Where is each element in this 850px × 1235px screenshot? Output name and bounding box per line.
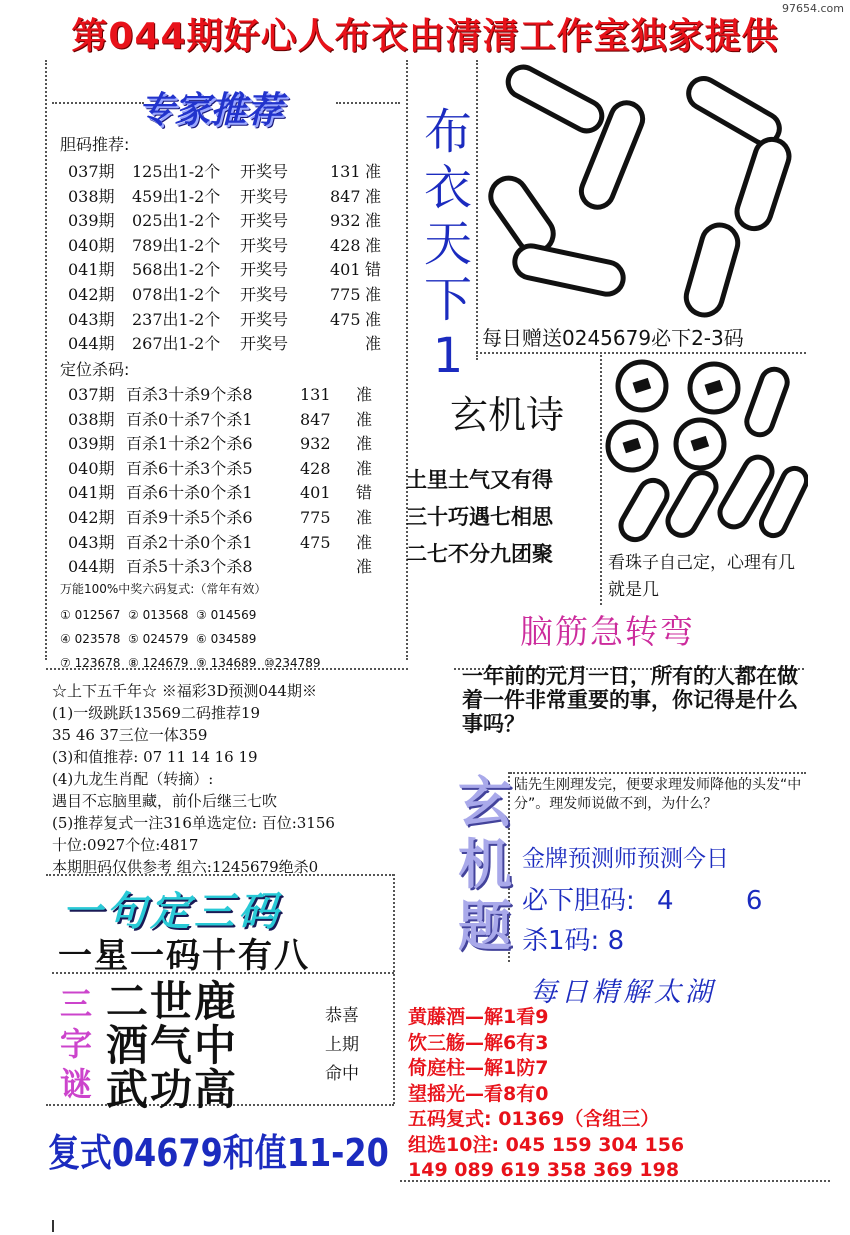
- kill-period: 043期: [68, 532, 115, 552]
- dan-draw: 401: [330, 260, 361, 280]
- congrats-line: 恭喜: [325, 1006, 359, 1026]
- wanneng-combos: [60, 580, 400, 675]
- buyi-char: 下: [423, 272, 472, 328]
- dan-pick: 125出1-2个: [132, 162, 221, 181]
- dan-draw: 932: [330, 211, 361, 231]
- dan-result: 准: [365, 211, 382, 231]
- buyi-char: 1: [432, 328, 464, 384]
- divider: [476, 352, 806, 354]
- forecast-block: [52, 680, 412, 878]
- kill-period: 039期: [68, 434, 115, 454]
- dan-draw: 428: [330, 235, 361, 255]
- forecast-line: 遇目不忘脑里藏，前仆后继三七吹: [52, 792, 278, 810]
- divider: [510, 772, 806, 774]
- dan-row: [68, 283, 398, 308]
- combo-item: ① 012567: [60, 608, 121, 622]
- kill-period: 042期: [68, 507, 115, 527]
- daily-gift-line: 每日赠送0245679必下2-3码: [482, 326, 744, 350]
- forecast-line: 本期胆码仅供参考 组六:1245679绝杀0: [52, 858, 319, 876]
- dan-period: 037期: [68, 162, 115, 181]
- kill-result: 准: [356, 409, 373, 429]
- riddle-big-line: 武功高: [106, 1065, 239, 1114]
- forecast-line: (4)九龙生肖配（转摘）:: [52, 770, 214, 788]
- divider: [476, 60, 478, 360]
- kill-result: 准: [356, 385, 373, 404]
- dan-label: 开奖号: [240, 235, 289, 255]
- dan-result: 准: [365, 162, 382, 181]
- riddle-big-line: 二世鹿: [106, 977, 239, 1026]
- must-dan-a: 4: [657, 886, 674, 916]
- buyi-char: 衣: [423, 160, 472, 216]
- combo-item: ③ 014569: [196, 608, 257, 622]
- taihu-line: 饮三觞—解6有3: [408, 1031, 549, 1054]
- kill-row: [68, 457, 398, 482]
- taihu-line: 望摇光—看8有0: [408, 1082, 549, 1105]
- kill-result: 准: [356, 532, 373, 552]
- dan-period: 042期: [68, 284, 115, 304]
- taihu-line: 五码复式: 01369（含组三）: [408, 1108, 660, 1130]
- congrats-line: 上期: [325, 1035, 359, 1055]
- dan-draw: 847: [330, 186, 361, 206]
- dan-row: [68, 308, 398, 333]
- dan-pick: 078出1-2个: [132, 284, 221, 304]
- poem-line: 三十巧遇七相思: [406, 505, 553, 529]
- dan-pick: 789出1-2个: [132, 235, 221, 255]
- dan-label: 开奖号: [240, 309, 289, 329]
- kill-row: [68, 383, 398, 408]
- kill-row: [68, 531, 398, 556]
- kill-draw: 932: [300, 434, 331, 454]
- dan-row: [68, 185, 398, 210]
- coins-beads-art: [604, 358, 808, 548]
- combo-item: ② 013568: [128, 608, 189, 622]
- buyi-char: 天: [423, 216, 472, 272]
- bead-note: 看珠子自己定，心理有几就是几: [608, 553, 795, 600]
- must-dan-line: [522, 880, 762, 917]
- kill-draw: 428: [300, 458, 331, 478]
- riddle-title: 脑筋急转弯: [520, 612, 695, 651]
- three-char: 字: [59, 1025, 92, 1063]
- dan-draw: 475: [330, 309, 361, 329]
- combo-row: [60, 603, 400, 627]
- combo-item: ④ 023578: [60, 632, 121, 646]
- xuanji-vertical-title: [458, 771, 512, 958]
- taihu-line: 组选10注: 045 159 304 156: [408, 1133, 685, 1156]
- kill-draw: 775: [300, 507, 331, 527]
- kill-pick: 百杀9十杀5个杀6: [126, 507, 253, 527]
- kill-section-label: 定位杀码:: [60, 360, 130, 379]
- dan-section-label: 胆码推荐:: [60, 135, 130, 154]
- site-watermark: 97654.com: [782, 2, 844, 15]
- divider: [52, 102, 144, 104]
- kill-table: [68, 383, 398, 580]
- dan-label: 开奖号: [240, 284, 289, 304]
- kill-pick: 百杀0十杀7个杀1: [126, 409, 253, 429]
- dan-period: 038期: [68, 186, 115, 206]
- kill-draw: 847: [300, 409, 331, 429]
- combo-item: ⑨ 134689: [196, 656, 257, 670]
- kill-period: 041期: [68, 483, 115, 503]
- dan-period: 041期: [68, 260, 115, 280]
- must-dan-b: 6: [745, 886, 763, 916]
- congrats-note: [322, 1002, 362, 1089]
- kill-result: 准: [356, 434, 373, 454]
- dan-pick: 267出1-2个: [132, 334, 221, 354]
- kill-row: [68, 506, 398, 531]
- dan-row: [68, 234, 398, 259]
- xuanji-char: 机: [458, 833, 512, 896]
- kill-draw: 475: [300, 532, 331, 552]
- riddle-big-lines: [106, 977, 239, 1114]
- compound-line: 复式04679和值11-20: [48, 1131, 389, 1175]
- dan-row: [68, 209, 398, 234]
- buyi-char: 布: [423, 104, 472, 160]
- kill-row: [68, 555, 398, 580]
- taihu-line: 倚庭柱—解1防7: [408, 1057, 549, 1079]
- forecast-line: 十位:0927个位:4817: [52, 836, 199, 854]
- forecast-line: 35 46 37三位一体359: [52, 726, 208, 744]
- dan-row: [68, 332, 398, 357]
- divider: [336, 102, 400, 104]
- gold-predictor-title: 金牌预测师预测今日: [522, 846, 729, 872]
- dan-pick: 025出1-2个: [132, 211, 221, 231]
- taihu-line: 黄藤酒—解1看9: [408, 1006, 549, 1028]
- page-title: 第044期好心人布衣由清清工作室独家提供: [71, 16, 779, 57]
- dan-result: 准: [365, 334, 382, 354]
- kill-one-line: 杀1码: 8: [522, 926, 625, 956]
- congrats-line: 命中: [325, 1064, 359, 1084]
- dan-table: [68, 160, 398, 357]
- combo-item: ⑧ 124679: [128, 656, 189, 670]
- combo-item: ⑩234789: [264, 656, 321, 670]
- dan-pick: 459出1-2个: [132, 186, 221, 206]
- forecast-line: (3)和值推荐: 07 11 14 16 19: [52, 748, 258, 766]
- dan-period: 040期: [68, 235, 115, 255]
- dan-row: [68, 160, 398, 185]
- one-line-title: 一句定三码: [62, 889, 282, 935]
- taihu-lines: [408, 1005, 684, 1184]
- kill-result: 准: [356, 507, 373, 527]
- combo-item: ⑤ 024579: [128, 632, 189, 646]
- forecast-line: ☆上下五千年☆ ※福彩3D预测044期※: [52, 682, 317, 700]
- kill-pick: 百杀2十杀0个杀1: [126, 532, 253, 552]
- dan-result: 准: [365, 309, 382, 329]
- poem-line: 二七不分九团聚: [406, 542, 553, 566]
- three-char-riddle-label: [56, 984, 96, 1104]
- kill-pick: 百杀1十杀2个杀6: [126, 434, 253, 454]
- xuanji-char: 玄: [458, 771, 512, 834]
- dan-pick: 568出1-2个: [132, 260, 221, 280]
- combo-item: ⑦ 123678: [60, 656, 121, 670]
- combo-item: ⑥ 034589: [196, 632, 257, 646]
- poem-lines: [406, 462, 553, 573]
- kill-period: 040期: [68, 458, 115, 478]
- divider: [52, 1220, 54, 1232]
- three-char: 谜: [59, 1065, 92, 1103]
- kill-period: 044期: [68, 557, 115, 577]
- three-char: 三: [59, 985, 92, 1023]
- kill-pick: 百杀6十杀3个杀5: [126, 458, 253, 478]
- expert-section-title: 专家推荐: [138, 89, 283, 131]
- kill-result: 准: [356, 458, 373, 478]
- dan-period: 043期: [68, 309, 115, 329]
- divider: [45, 60, 47, 660]
- dan-result: 准: [365, 235, 382, 255]
- taihu-line: 149 089 619 358 369 198: [408, 1159, 680, 1181]
- riddle-text: 一年前的元月一日，所有的人都在做着一件非常重要的事，你记得是什么事吗？: [462, 663, 798, 736]
- dan-period: 044期: [68, 334, 115, 354]
- dan-period: 039期: [68, 211, 115, 231]
- xuanji-char: 题: [458, 895, 512, 958]
- taihu-title: 每日精解太湖: [530, 977, 716, 1008]
- dan-label: 开奖号: [240, 186, 289, 206]
- dan-label: 开奖号: [240, 260, 289, 280]
- dan-pick: 237出1-2个: [132, 309, 221, 329]
- must-dan-label: 必下胆码:: [522, 886, 635, 916]
- kill-draw: 131: [300, 385, 331, 404]
- dan-result: 准: [365, 186, 382, 206]
- barber-riddle: 陆先生刚理发完，便要求理发师降他的头发“中分”。理发师说做不到，为什么？: [514, 777, 802, 812]
- riddle-big-line: 酒气中: [106, 1021, 239, 1070]
- kill-period: 038期: [68, 409, 115, 429]
- forecast-line: (1)一级跳跃13569二码推荐19: [52, 704, 261, 722]
- dan-result: 准: [365, 284, 382, 304]
- dan-label: 开奖号: [240, 162, 289, 181]
- kill-pick: 百杀3十杀9个杀8: [126, 385, 253, 404]
- forecast-line: (5)推荐复式一注316单选定位: 百位:3156: [52, 814, 335, 832]
- kill-result: 准: [356, 557, 373, 577]
- dan-draw: 131: [330, 162, 361, 181]
- kill-row: [68, 481, 398, 506]
- dan-row: [68, 258, 398, 283]
- divider: [393, 874, 395, 1104]
- dan-draw: 775: [330, 284, 361, 304]
- big-number-27-art: [484, 64, 806, 320]
- kill-period: 037期: [68, 385, 115, 404]
- kill-row: [68, 408, 398, 433]
- kill-row: [68, 432, 398, 457]
- divider: [600, 355, 602, 605]
- poem-line: 土里土气又有得: [406, 468, 553, 492]
- kill-result: 错: [356, 483, 373, 503]
- poem-title: 玄机诗: [450, 393, 565, 437]
- buyi-vertical-title: [420, 104, 476, 384]
- combo-row: [60, 651, 400, 675]
- kill-draw: 401: [300, 483, 331, 503]
- wanneng-title: 万能100%中奖六码复式:（常年有效）: [60, 582, 267, 596]
- one-star-line: 一星一码十有八: [58, 936, 310, 976]
- dan-label: 开奖号: [240, 334, 289, 354]
- dan-label: 开奖号: [240, 211, 289, 231]
- dan-result: 错: [365, 260, 382, 280]
- kill-pick: 百杀5十杀3个杀8: [126, 557, 253, 577]
- combo-row: [60, 627, 400, 651]
- kill-pick: 百杀6十杀0个杀1: [126, 483, 253, 503]
